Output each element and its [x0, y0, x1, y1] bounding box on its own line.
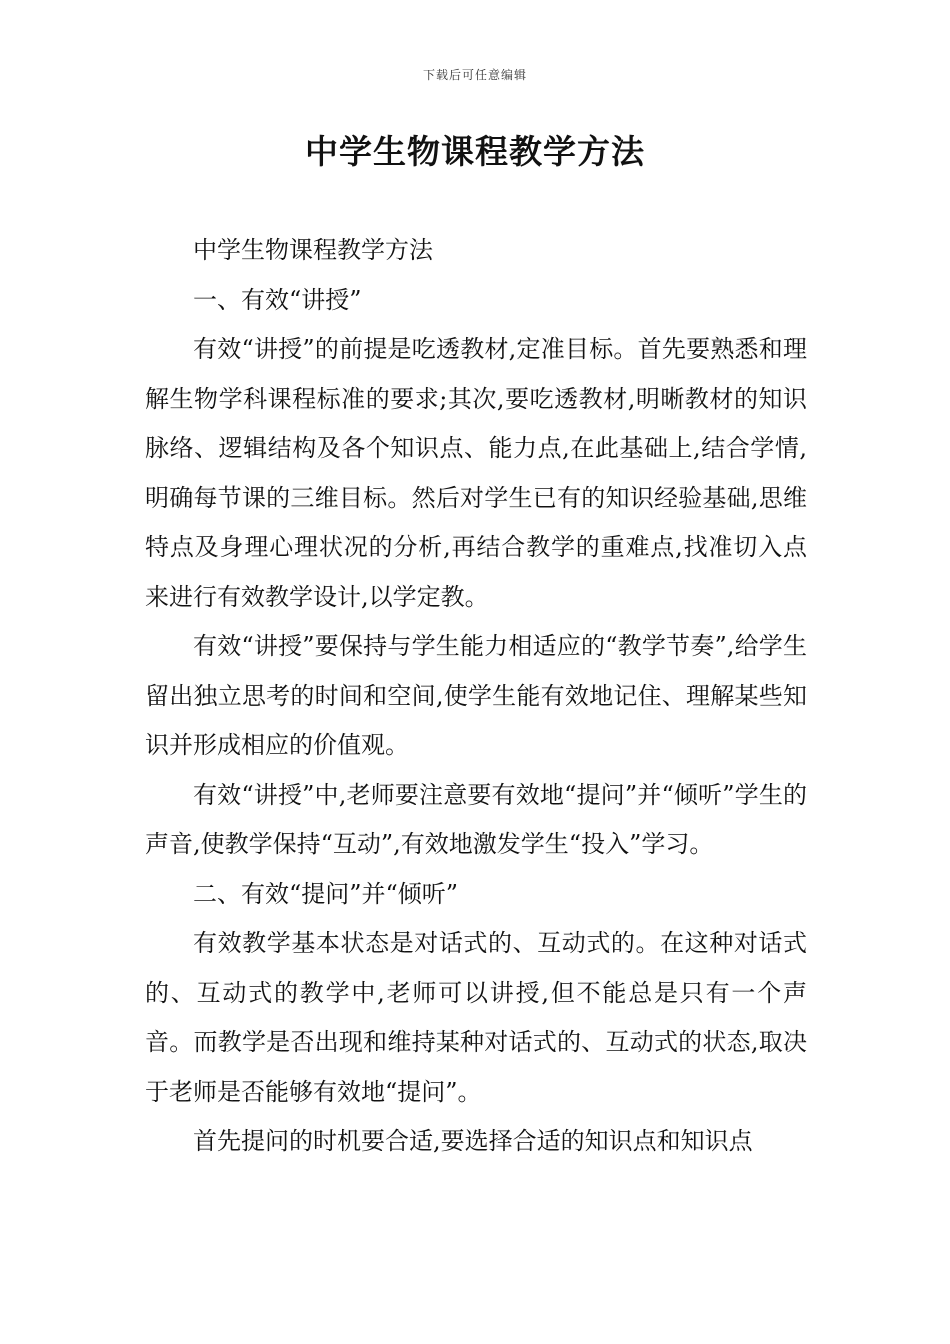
document-body	[145, 226, 807, 1167]
paragraph: 有效“讲授”要保持与学生能力相适应的“教学节奏”,给学生留出独立思考的时间和空间,使学生能有效地记住、理解某些知识并形成相应的价值观。	[145, 632, 807, 759]
paragraph: 首先提问的时机要合适,要选择合适的知识点和知识点	[193, 1127, 753, 1155]
paragraph: 有效“讲授”中,老师要注意要有效地“提问”并“倾听”学生的声音,使教学保持“互动”,有效地激发学生“投入”学习。	[145, 780, 807, 858]
document-title: 中学生物课程教学方法	[305, 132, 645, 171]
section-heading-1: 一、有效“讲授”	[193, 285, 362, 314]
paragraph: 有效“讲授”的前提是吃透教材,定准目标。首先要熟悉和理解生物学科课程标准的要求;其次,要吃透教材,明晰教材的知识脉络、逻辑结构及各个知识点、能力点,在此基础上,结合学情,明确每节课的三维目标。然后对学生已有的知识经验基础,思维特点及身理心理状况的分析,再结合教学的重难点,找准切入点来进行有效教学设计,以学定教。	[145, 335, 807, 611]
body-subtitle: 中学生物课程教学方法	[193, 236, 433, 264]
header-note: 下载后可任意编辑	[422, 68, 527, 82]
section-heading-2: 二、有效“提问”并“倾听”	[193, 879, 459, 908]
paragraph: 有效教学基本状态是对话式的、互动式的。在这种对话式的、互动式的教学中,老师可以讲授,但不能总是只有一个声音。而教学是否出现和维持某种对话式的、互动式的状态,取决于老师是否能够有效地“提问”。	[145, 929, 807, 1106]
